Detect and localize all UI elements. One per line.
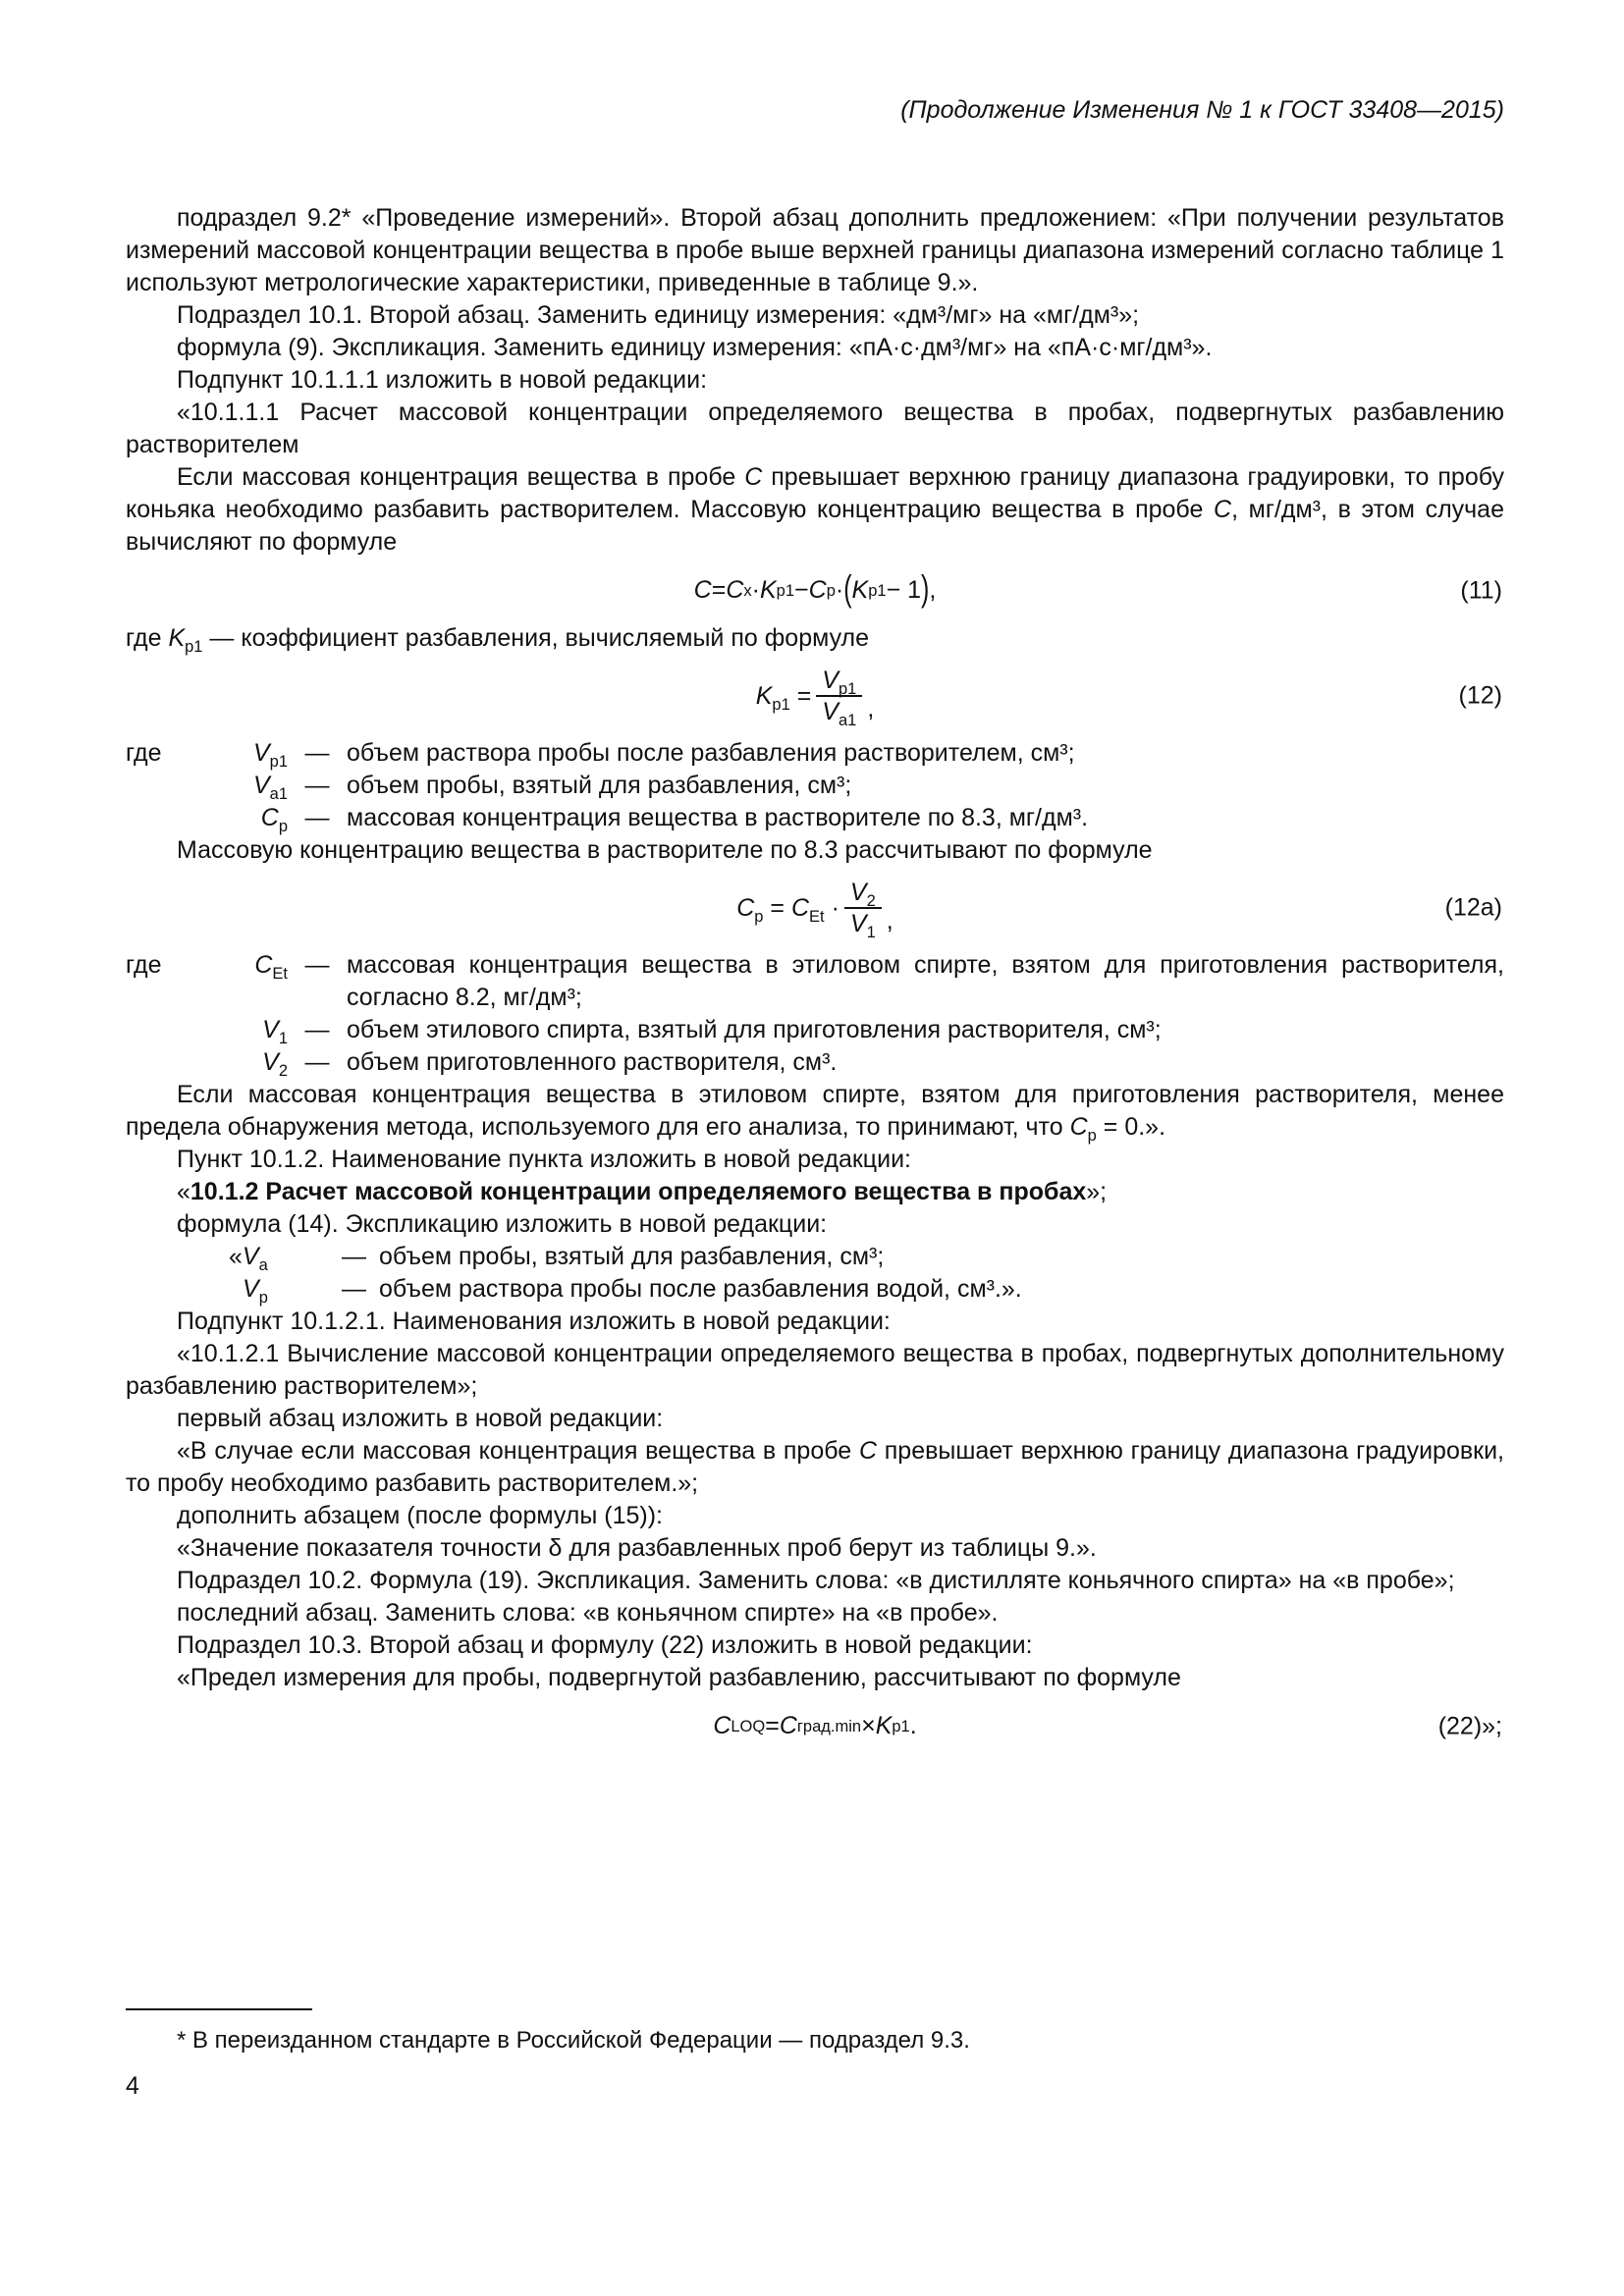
definition-row-v1 (126, 1014, 1504, 1046)
formula-12a-lhs: $C_р = C_{Et}$ · (736, 893, 839, 926)
paragraph-clause-10-1-2-intro: Пункт 10.1.2. Наименование пункта изложить в новой редакции: (177, 1146, 911, 1173)
definition-term-vp: $V_р$ (243, 1275, 268, 1307)
paragraph-subclause-10-1-1-1-intro: Подпункт 10.1.1.1 изложить в новой редакции: (177, 366, 708, 394)
paragraph-dilution-rule: Если массовая концентрация вещества в пробе С превышает верхнюю границу диапазона градуировки, то пробу коньяка необходимо разбавить растворителем. Массовую концентрацию вещества в пробе С, мг/дм³, в этом случае вычисляют по формуле (126, 463, 1504, 556)
paragraph-where-kp1: где $K_{р1}$ — коэффициент разбавления, вычисляемый по формуле (126, 624, 870, 656)
formula-22 (126, 1710, 1504, 1742)
paragraph-subclause-10-1-2-1-title: «10.1.2.1 Вычисление массовой концентрации определяемого вещества в пробах, подвергнутых дополнительному разбавлению растворителем»; (126, 1340, 1504, 1400)
formula-12-expression (755, 667, 875, 729)
definitions-formula-12a (126, 949, 1504, 1079)
definition-term-v1: $V_1$ (262, 1016, 288, 1047)
formula-11 (126, 567, 1504, 610)
formula-12a-tail: , (886, 907, 893, 934)
paragraph-supplement-after-formula-15: дополнить абзацем (после формулы (15)): (177, 1502, 664, 1529)
formula-12a (126, 879, 1504, 941)
page-number: 4 (126, 2072, 139, 2100)
paragraph-subclause-10-1-2-1-intro: Подпункт 10.1.2.1. Наименования изложить в новой редакции: (177, 1308, 891, 1335)
paragraph-subsection-10-1: Подраздел 10.1. Второй абзац. Заменить единицу измерения: «дм³/мг» на «мг/дм³»; (177, 301, 1140, 329)
formula-22-number: (22)»; (1437, 1712, 1502, 1739)
definition-text-cet: массовая концентрация вещества в этиловом спирте, взятом для приготовления растворителя, согласно 8.2, мг/дм³; (347, 951, 1504, 1011)
formula-22-expression: C LOQ = C град.min × K р1 . (713, 1712, 917, 1739)
definition-term-va: «$V_а$ (229, 1243, 268, 1274)
definition-term-cet: $C_{Et}$ (254, 951, 288, 983)
formula-11-number: (11) (1460, 576, 1502, 604)
definition-row-vp (126, 1273, 1504, 1306)
definitions-formula-14 (126, 1241, 1504, 1306)
paragraph-if-below-detection-limit: Если массовая концентрация вещества в этиловом спирте, взятом для приготовления растворителя, менее предела обнаружения метода, используемого для его анализа, то принимают, что $С_р = 0$.». (126, 1081, 1504, 1145)
paragraph-subsection-10-3: Подраздел 10.3. Второй абзац и формулу (22) изложить в новой редакции: (177, 1631, 1033, 1659)
definition-dash: — (304, 804, 330, 831)
formula-12-tail: , (867, 695, 875, 722)
definition-row-cet (126, 949, 1504, 1014)
formula-12-lhs: $K_{р1}$ = (755, 681, 812, 714)
definition-text-vp: объем раствора пробы после разбавления водой, см³.». (379, 1275, 1022, 1303)
footnote-text: * В переизданном стандарте в Российской Федерации — подраздел 9.3. (177, 2027, 970, 2054)
document-body (126, 202, 1504, 1758)
definition-dash: — (342, 1275, 366, 1303)
definition-lead: где (126, 739, 162, 767)
definition-dash: — (304, 739, 330, 767)
paragraph-formula-14: формула (14). Экспликацию изложить в новой редакции: (177, 1210, 828, 1238)
definition-dash: — (304, 1048, 330, 1076)
paragraph-formula-9: формула (9). Экспликация. Заменить единицу измерения: «пА·с·дм³/мг» на «пА·с·мг/дм³». (177, 334, 1213, 361)
definition-term-cp: $С_р$ (260, 804, 288, 835)
definition-term-va1: $V_{а1}$ (252, 772, 288, 803)
formula-12-fraction (816, 667, 862, 729)
paragraph-last-paragraph-replace: последний абзац. Заменить слова: «в коньячном спирте» на «в пробе». (177, 1599, 999, 1627)
definitions-formula-12 (126, 737, 1504, 834)
definition-text-vp1: объем раствора пробы после разбавления растворителем, см³; (347, 739, 1075, 767)
footnote-block (126, 2008, 1504, 2103)
definition-dash: — (342, 1243, 366, 1270)
paragraph-clause-10-1-2-title: «10.1.2 Расчет массовой концентрации определяемого вещества в пробах»; (177, 1178, 1108, 1205)
formula-12a-fraction (844, 879, 882, 941)
paragraph-accuracy-delta: «Значение показателя точности δ для разбавленных проб берут из таблицы 9.». (177, 1534, 1097, 1562)
definition-text-va1: объем пробы, взятый для разбавления, см³; (347, 772, 852, 799)
definition-text-va: объем пробы, взятый для разбавления, см³; (379, 1243, 885, 1270)
formula-12-number: (12) (1458, 681, 1502, 710)
definition-row-va (126, 1241, 1504, 1273)
paragraph-first-paragraph-new-edition: первый абзац изложить в новой редакции: (177, 1405, 664, 1432)
formula-12 (126, 667, 1504, 729)
definition-row-cp (126, 802, 1504, 834)
definition-dash: — (304, 951, 330, 979)
definition-row-vp1 (126, 737, 1504, 770)
definition-row-v2 (126, 1046, 1504, 1079)
definition-lead: где (126, 951, 162, 979)
paragraph-calc-solvent-concentration: Массовую концентрацию вещества в растворителе по 8.3 рассчитывают по формуле (177, 836, 1153, 864)
formula-12a-numerator: $V_2$ (844, 879, 882, 909)
formula-12a-denominator: $V_1$ (849, 910, 876, 941)
definition-term-vp1: $V_{р1}$ (252, 739, 288, 771)
definition-text-cp: массовая концентрация вещества в растворителе по 8.3, мг/дм³. (347, 804, 1089, 831)
definition-row-va1 (126, 770, 1504, 802)
paragraph-subclause-10-1-1-1-title: «10.1.1.1 Расчет массовой концентрации определяемого вещества в пробах, подвергнутых разбавлению растворителем (126, 399, 1504, 458)
definition-dash: — (304, 772, 330, 799)
formula-11-expression: C = C x · K р1 − C р · ( K р1 − 1 ) , (693, 567, 937, 610)
paragraph-in-case-exceeds: «В случае если массовая концентрация вещества в пробе С превышает верхнюю границу диапазона градуировки, то пробу необходимо разбавить растворителем.»; (126, 1437, 1504, 1497)
paragraph-measurement-limit: «Предел измерения для пробы, подвергнутой разбавлению, рассчитывают по формуле (177, 1664, 1181, 1691)
definition-text-v1: объем этилового спирта, взятый для приготовления растворителя, см³; (347, 1016, 1162, 1043)
footnote-separator-rule (126, 2008, 312, 2010)
paragraph-subsection-10-2: Подраздел 10.2. Формула (19). Экспликация. Заменить слова: «в дистилляте коньячного спирта» на «в пробе»; (177, 1567, 1455, 1594)
definition-dash: — (304, 1016, 330, 1043)
formula-12a-expression (736, 879, 893, 941)
formula-12-numerator: $V_{р1}$ (816, 667, 862, 697)
formula-12-denominator: $V_{а1}$ (822, 698, 857, 729)
definition-term-v2: $V_2$ (262, 1048, 288, 1080)
paragraph-subsection-9-2: подраздел 9.2* «Проведение измерений». Второй абзац дополнить предложением: «При получении результатов измерений массовой концентрации вещества в пробе выше верхней границы диапазона измерений согласно таблице 1 используют метрологические характеристики, приведенные в таблице 9.». (126, 204, 1504, 296)
formula-12a-number: (12а) (1444, 893, 1502, 922)
page-header-running-title: (Продолжение Изменения № 1 к ГОСТ 33408—2015) (900, 96, 1504, 124)
definition-text-v2: объем приготовленного растворителя, см³. (347, 1048, 838, 1076)
